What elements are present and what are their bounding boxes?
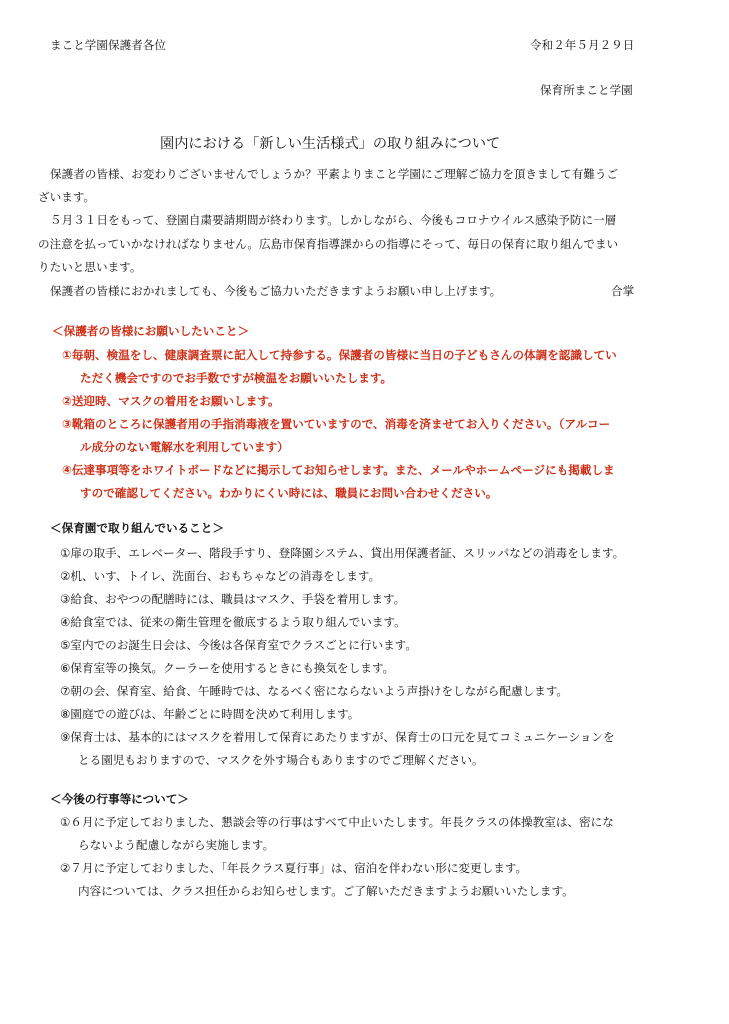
effort-item: ④給食室では、従来の衛生管理を徹底するよう取り組んでいます。 <box>60 615 406 629</box>
closing-word: 合掌 <box>611 284 635 298</box>
event-item: ①６月に予定しておりました、懇談会等の行事はすべて中止いたします。年長クラスの体操教室は、密にな <box>60 815 614 829</box>
sender: 保育所まこと学園 <box>540 83 633 97</box>
date: 令和２年５月２９日 <box>530 38 635 52</box>
event-item-cont: らないよう配慮しながら実施します。 <box>78 838 275 852</box>
request-item-cont: ル成分のない電解水を利用しています） <box>80 440 289 454</box>
intro-line: ５月３１日をもって、登園自粛要請期間が終わります。しかしながら、今後もコロナウイルス感染予防に一層 <box>50 213 617 227</box>
section-heading-requests: ＜保護者の皆様にお願いしたいこと＞ <box>52 324 250 338</box>
effort-item: ⑧園庭での遊びは、年齢ごとに時間を決めて利用します。 <box>60 707 360 721</box>
effort-item: ③給食、おやつの配膳時には、職員はマスク、手袋を着用します。 <box>60 592 406 606</box>
request-item: ③靴箱のところに保護者用の手指消毒液を置いていますので、消毒を済ませてお入りください。（アルコー <box>62 417 611 431</box>
event-item: ②７月に予定しておりました、「年長クラス夏行事」は、宿泊を伴わない形に変更します。 <box>60 861 528 875</box>
request-item: ④伝達事項等をホワイトボードなどに掲示してお知らせします。また、メールやホームページにも掲載しま <box>62 463 615 477</box>
request-item: ②送迎時、マスクの着用をお願いします。 <box>62 394 280 408</box>
section-heading-events: ＜今後の行事等について＞ <box>50 792 189 806</box>
intro-line: ざいます。 <box>38 190 96 204</box>
intro-line: 保護者の皆様、お変わりございませんでしょうか？平素よりまこと学園にご理解ご協力を頂きまして有難うご <box>50 167 619 181</box>
effort-item-cont: とる園児もおりますので、マスクを外す場合もありますのでご理解ください。 <box>78 753 484 767</box>
effort-item: ⑨保育士は、基本的にはマスクを着用して保育にあたりますが、保育士の口元を見てコミュニケーションを <box>60 730 615 744</box>
effort-item: ⑦朝の会、保育室、給食、午睡時では、なるべく密にならないよう声掛けをしながら配慮します。 <box>60 684 569 698</box>
effort-item: ⑥保育室等の換気。クーラーを使用するときにも換気をします。 <box>60 661 395 675</box>
effort-item: ⑤室内でのお誕生日会は、今後は各保育室でクラスごとに行います。 <box>60 638 417 652</box>
addressee: まこと学園保護者各位 <box>50 38 166 52</box>
intro-line: 保護者の皆様におかれましても、今後もご協力いただきますようお願い申し上げます。 <box>50 284 502 298</box>
effort-item: ①扉の取手、エレベーター、階段手すり、登降園システム、貸出用保護者証、スリッパなどの消毒をします。 <box>60 546 625 560</box>
intro-line: の注意を払っていかなければなりません。広島市保育指導課からの指導にそって、毎日の保育に取り組んでまい <box>38 237 619 251</box>
request-item: ①毎朝、検温をし、健康調査票に記入して持参する。保護者の皆様に当日の子どもさんの体調を認識してい <box>62 348 617 362</box>
effort-item: ②机、いす、トイレ、洗面台、おもちゃなどの消毒をします。 <box>60 569 381 583</box>
event-item-cont: 内容については、クラス担任からお知らせします。ご了解いただきますようお願いいたします。 <box>78 884 574 898</box>
section-heading-efforts: ＜保育園で取り組んでいること＞ <box>50 521 224 535</box>
document-title: 園内における「新しい生活様式」の取り組みについて <box>160 136 501 152</box>
request-item-cont: すので確認してください。わかりにくい時には、職員にお問い合わせください。 <box>80 486 498 500</box>
request-item-cont: ただく機会ですのでお手数ですが検温をお願いいたします。 <box>80 371 393 385</box>
intro-line: りたいと思います。 <box>38 260 142 274</box>
